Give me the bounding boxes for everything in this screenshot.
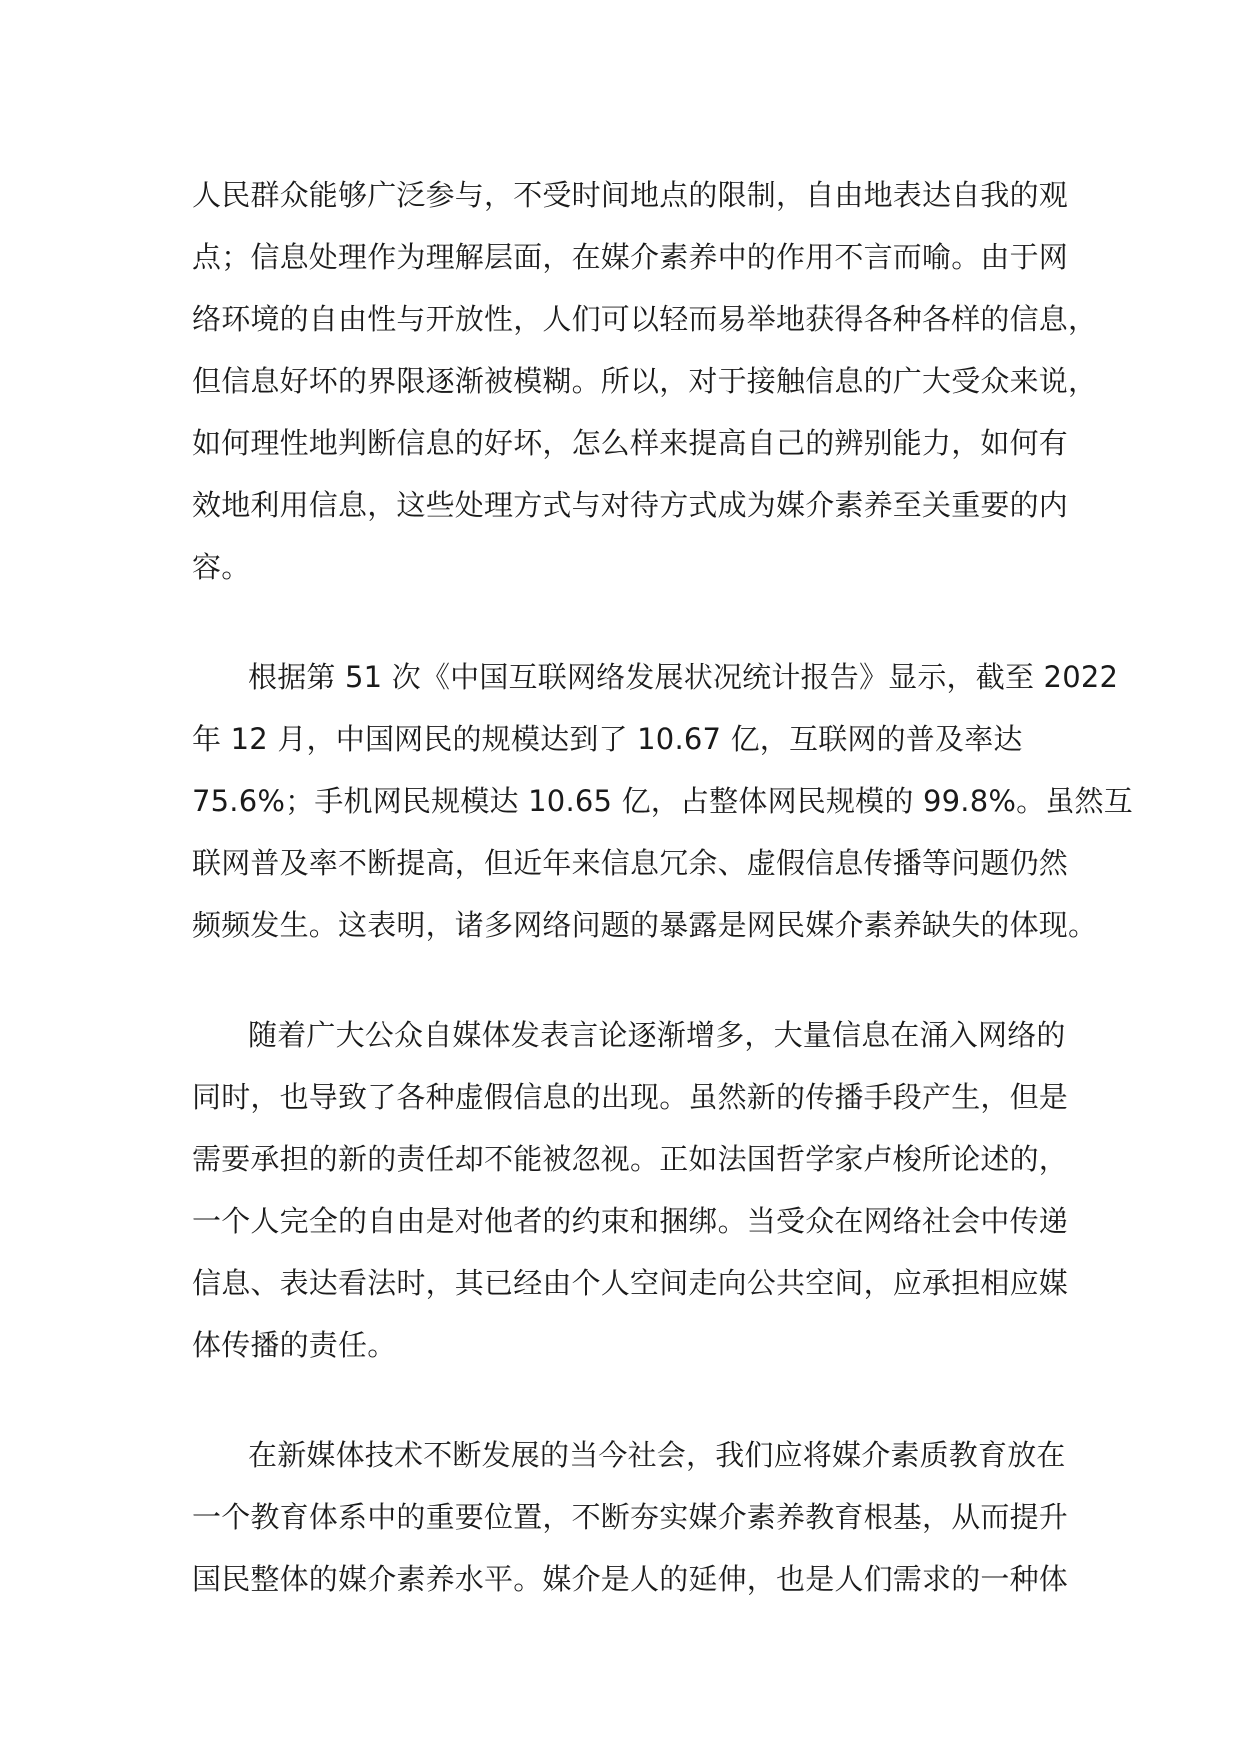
document-body	[192, 164, 1133, 1610]
paragraph-spacer	[192, 1376, 1072, 1424]
text-line: 国民整体的媒介素养水平。媒介是人的延伸，也是人们需求的一种体	[192, 1562, 1069, 1596]
paragraph-spacer	[192, 598, 1072, 646]
text-line: 点；信息处理作为理解层面，在媒介素养中的作用不言而喻。由于网	[192, 240, 1069, 274]
text-line: 如何理性地判断信息的好坏，怎么样来提高自己的辨别能力，如何有	[192, 426, 1069, 460]
text-line: 信息、表达看法时，其已经由个人空间走向公共空间，应承担相应媒	[192, 1266, 1069, 1300]
paragraph-3	[192, 1004, 1072, 1376]
text-line: 需要承担的新的责任却不能被忽视。正如法国哲学家卢梭所论述的，	[192, 1142, 1069, 1176]
paragraph-1	[192, 164, 1098, 598]
text-line: 联网普及率不断提高，但近年来信息冗余、虚假信息传播等问题仍然	[192, 846, 1069, 880]
text-line: 一个人完全的自由是对他者的约束和捆绑。当受众在网络社会中传递	[192, 1204, 1069, 1238]
text-line: 但信息好坏的界限逐渐被模糊。所以，对于接触信息的广大受众来说，	[192, 364, 1098, 398]
text-line: 络环境的自由性与开放性，人们可以轻而易举地获得各种各样的信息，	[192, 302, 1098, 336]
text-line: 频频发生。这表明，诸多网络问题的暴露是网民媒介素养缺失的体现。	[192, 908, 1098, 942]
text-line: 随着广大公众自媒体发表言论逐渐增多，大量信息在涌入网络的	[248, 1018, 1066, 1052]
text-line: 人民群众能够广泛参与，不受时间地点的限制，自由地表达自我的观	[192, 178, 1069, 212]
text-line: 容。	[192, 550, 251, 584]
text-line: 一个教育体系中的重要位置，不断夯实媒介素养教育根基，从而提升	[192, 1500, 1069, 1534]
paragraph-2	[192, 646, 1133, 956]
text-line: 在新媒体技术不断发展的当今社会，我们应将媒介素质教育放在	[248, 1438, 1066, 1472]
paragraph-spacer	[192, 956, 1072, 1004]
text-line: 根据第 51 次《中国互联网络发展状况统计报告》显示，截至 2022	[248, 660, 1119, 694]
text-line: 75.6%；手机网民规模达 10.65 亿，占整体网民规模的 99.8%。虽然互	[192, 784, 1133, 818]
text-line: 效地利用信息，这些处理方式与对待方式成为媒介素养至关重要的内	[192, 488, 1069, 522]
paragraph-4	[192, 1424, 1072, 1610]
text-line: 年 12 月，中国网民的规模达到了 10.67 亿，互联网的普及率达	[192, 722, 1023, 756]
text-line: 体传播的责任。	[192, 1328, 397, 1362]
text-line: 同时，也导致了各种虚假信息的出现。虽然新的传播手段产生，但是	[192, 1080, 1069, 1114]
